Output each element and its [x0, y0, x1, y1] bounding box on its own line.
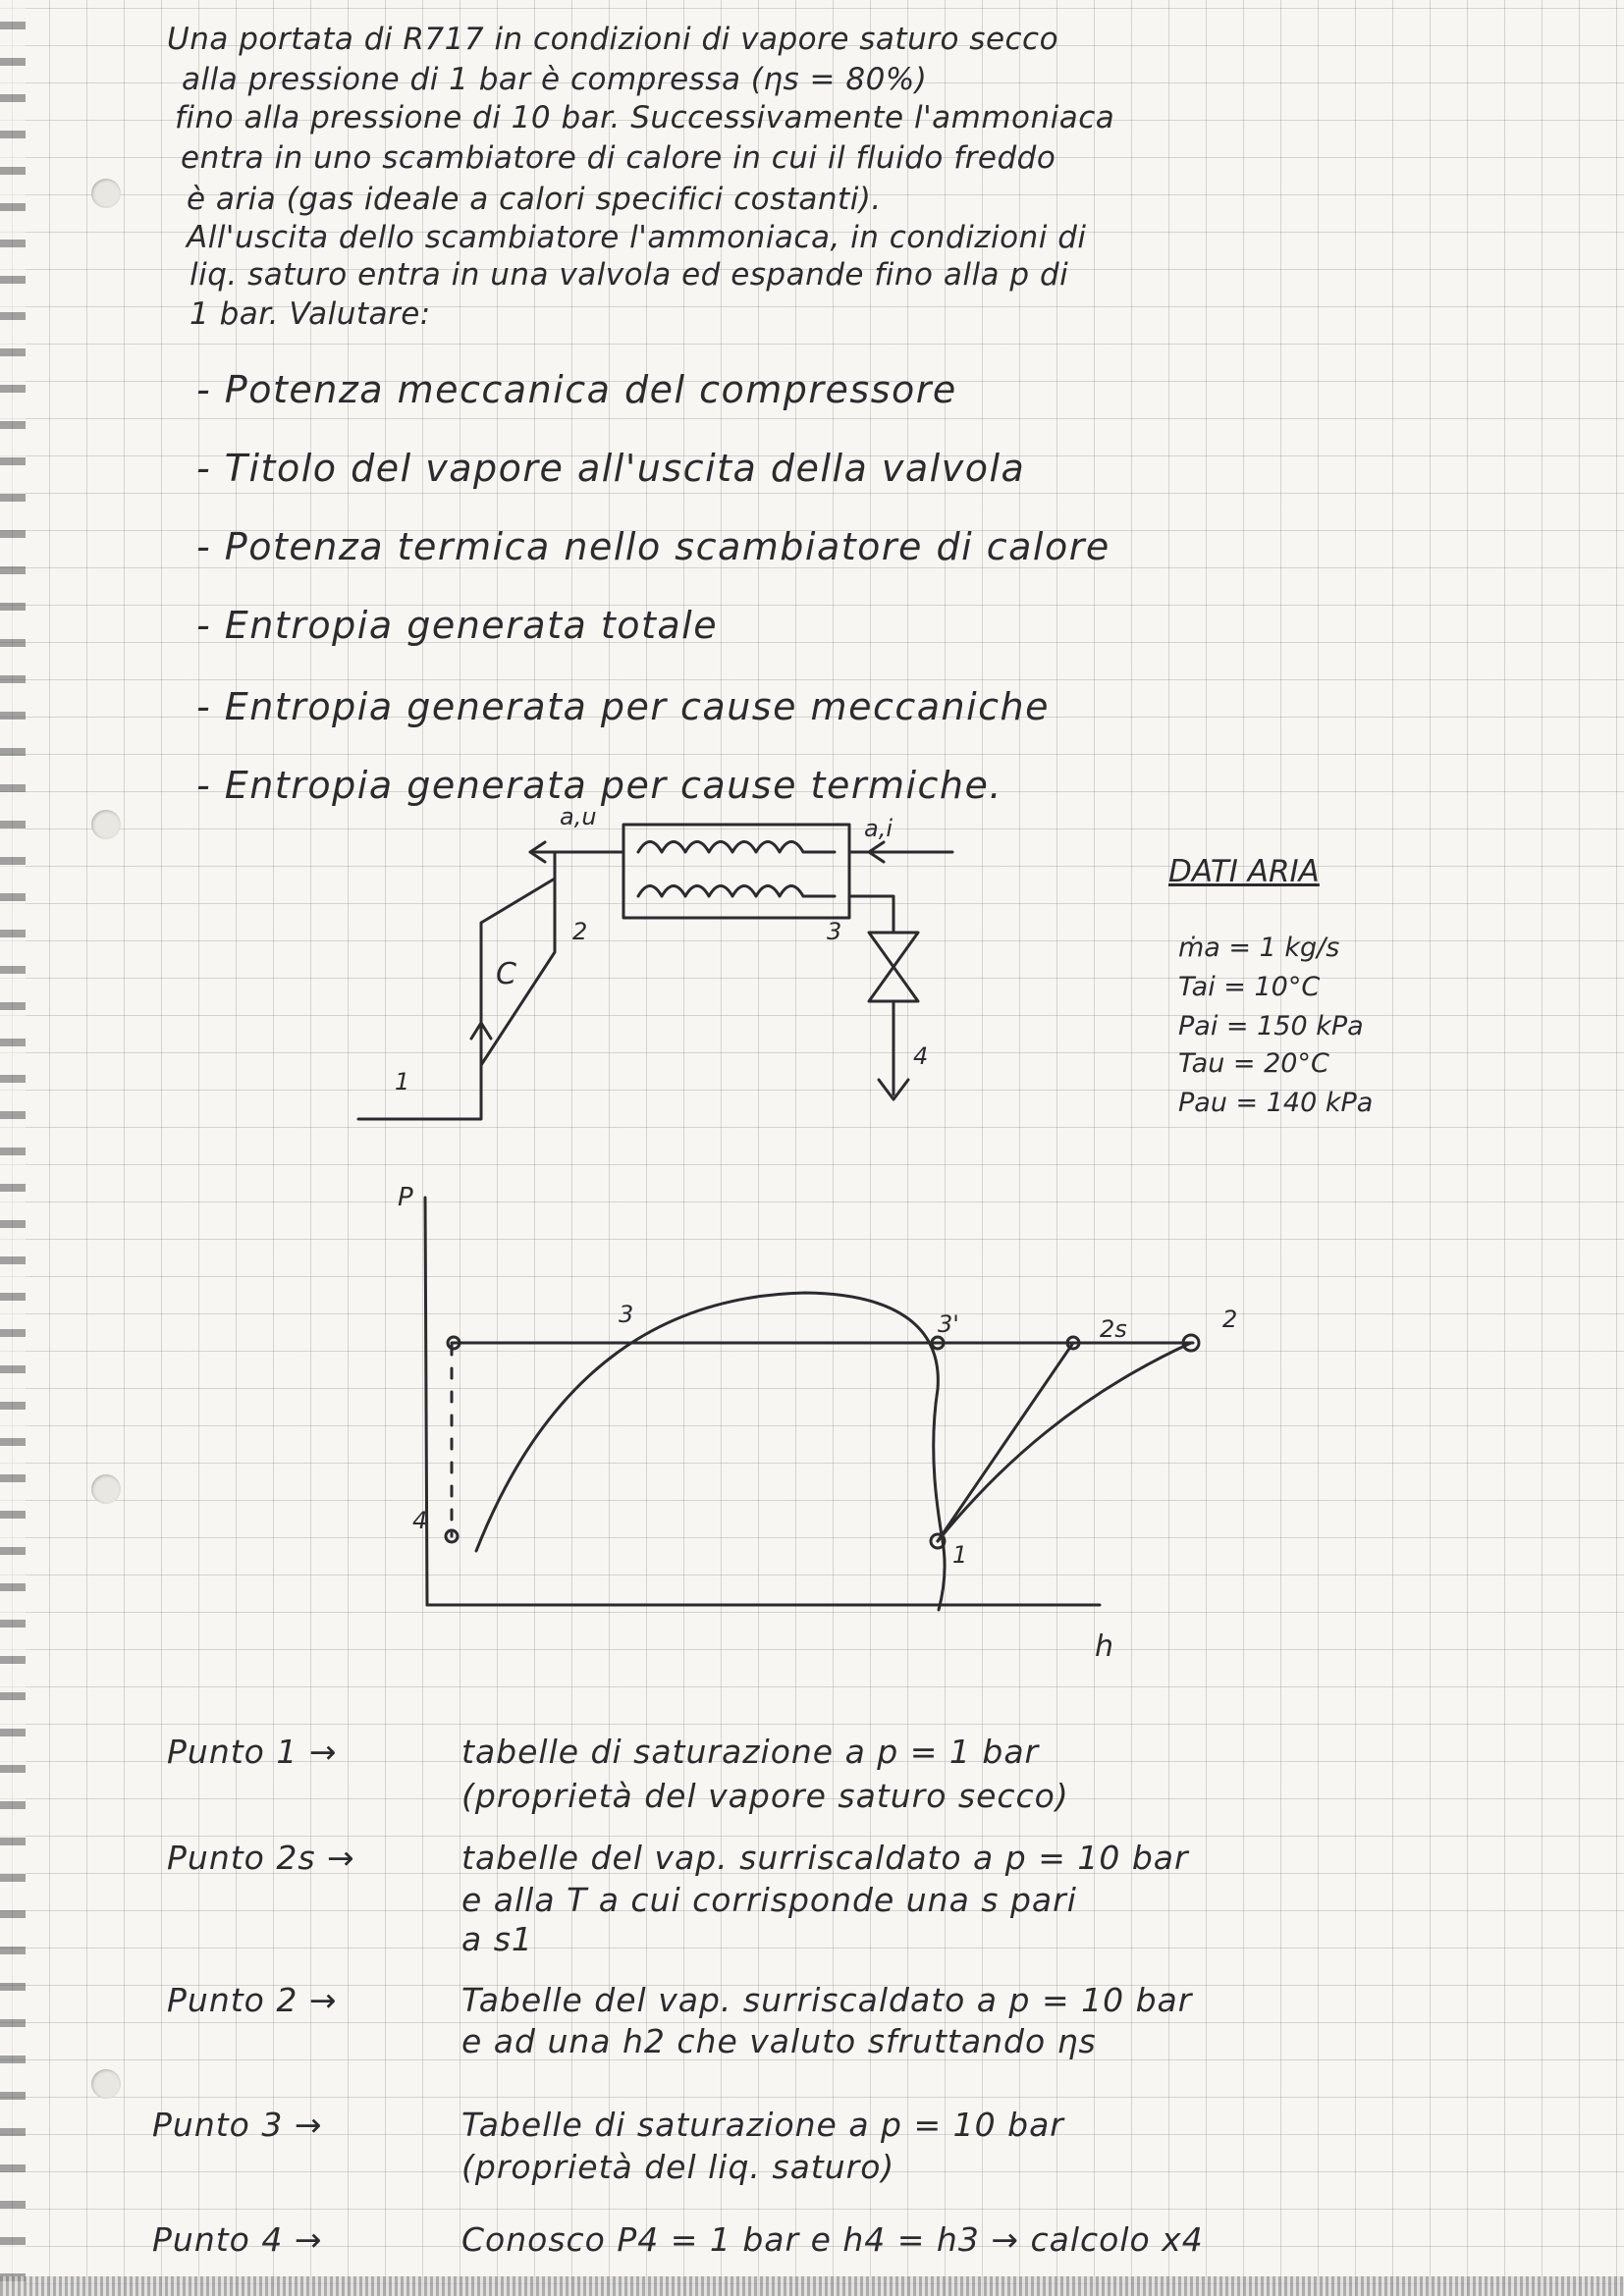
problem-line: fino alla pressione di 10 bar. Successivamente l'ammoniaca [175, 100, 1115, 135]
compressor-label: C [496, 957, 516, 991]
air-coil [638, 842, 835, 853]
to-valve-pipe [849, 896, 893, 933]
air-data-line: Tau = 20°C [1178, 1048, 1329, 1079]
point-note-label: Punto 1 → [167, 1733, 338, 1771]
air-data-line: ṁa = 1 kg/s [1178, 933, 1340, 963]
diagram-point-3: 3 [619, 1301, 634, 1328]
saturation-dome [476, 1293, 938, 1551]
point-note-line: Tabelle del vap. surriscaldato a p = 10 bar [461, 1981, 1193, 2019]
air-outlet-label: a,u [560, 803, 597, 830]
expansion-valve-symbol [869, 933, 918, 1001]
problem-line: Una portata di R717 in condizioni di vapore saturo secco [167, 22, 1059, 57]
air-data-line: Pai = 150 kPa [1178, 1011, 1364, 1041]
point-note-label: Punto 2s → [167, 1839, 355, 1877]
axis-label-h: h [1095, 1629, 1115, 1664]
point-note-line: e ad una h2 che valuto sfruttando ηs [461, 2022, 1097, 2060]
ammonia-coil [638, 886, 835, 897]
punch-hole [91, 1474, 121, 1504]
punch-hole [91, 810, 121, 839]
diagram-point-2: 2 [1222, 1306, 1238, 1333]
problem-line: liq. saturo entra in una valvola ed espande fino alla p di [189, 257, 1069, 293]
problem-line: entra in uno scambiatore di calore in cui il fluido freddo [181, 140, 1056, 176]
point-note-line: a s1 [461, 1920, 533, 1958]
air-data-title: DATI ARIA [1168, 854, 1320, 889]
point-note-label: Punto 3 → [152, 2106, 323, 2144]
isentropic-compression [938, 1343, 1073, 1541]
scan-edge [0, 2276, 1624, 2296]
point-note-line: Conosco P4 = 1 bar e h4 = h3 → calcolo x4 [461, 2220, 1204, 2259]
ph-diagram [393, 1178, 1276, 1688]
problem-line: è aria (gas ideale a calori specifici costanti). [187, 182, 882, 217]
point-note-label: Punto 4 → [152, 2220, 323, 2259]
state-label-1: 1 [395, 1068, 410, 1095]
point-note-line: e alla T a cui corrisponde una s pari [461, 1881, 1077, 1919]
point-note-line: tabelle del vap. surriscaldato a p = 10 bar [461, 1839, 1189, 1877]
axis-label-p: P [398, 1183, 414, 1212]
diagram-point-4: 4 [412, 1507, 428, 1534]
punch-hole [91, 2069, 121, 2099]
point-note-line: Tabelle di saturazione a p = 10 bar [461, 2106, 1064, 2144]
point-note-label: Punto 2 → [167, 1981, 338, 2019]
plant-schematic [334, 805, 962, 1139]
problem-line: All'uscita dello scambiatore l'ammoniaca, in condizioni di [187, 220, 1087, 255]
air-data-line: Tai = 10°C [1178, 972, 1321, 1002]
y-axis [425, 1198, 427, 1605]
compressor-symbol [481, 879, 555, 1065]
request-item: - Entropia generata per cause meccaniche [196, 685, 1051, 728]
point-note-line: tabelle di saturazione a p = 1 bar [461, 1733, 1040, 1771]
state-label-3: 3 [827, 918, 842, 945]
air-data-line: Pau = 140 kPa [1178, 1088, 1374, 1118]
punch-hole [91, 179, 121, 208]
real-compression [938, 1343, 1191, 1541]
request-item: - Potenza meccanica del compressore [196, 368, 957, 411]
request-item: - Titolo del vapore all'uscita della valvola [196, 447, 1026, 490]
diagram-point-1: 1 [952, 1541, 968, 1569]
inlet-pipe [358, 1065, 481, 1119]
request-item: - Entropia generata per cause termiche. [196, 764, 1002, 807]
problem-line: 1 bar. Valutare: [189, 296, 431, 332]
heat-exchanger-box [623, 825, 849, 918]
point-note-line: (proprietà del vapore saturo secco) [461, 1777, 1069, 1815]
air-inlet-label: a,i [864, 815, 893, 842]
problem-line: alla pressione di 1 bar è compressa (ηs = 80%) [182, 62, 928, 97]
request-item: - Potenza termica nello scambiatore di calore [196, 525, 1110, 568]
diagram-point-3prime: 3' [938, 1310, 959, 1338]
spiral-binding [0, 0, 26, 2296]
diagram-point-2s: 2s [1100, 1315, 1127, 1343]
point-note-line: (proprietà del liq. saturo) [461, 2148, 895, 2186]
dome-right-branch [934, 1389, 945, 1610]
state-label-2: 2 [572, 918, 588, 945]
discharge-pipe [555, 852, 623, 898]
request-item: - Entropia generata totale [196, 604, 719, 647]
state-label-4: 4 [913, 1042, 929, 1070]
